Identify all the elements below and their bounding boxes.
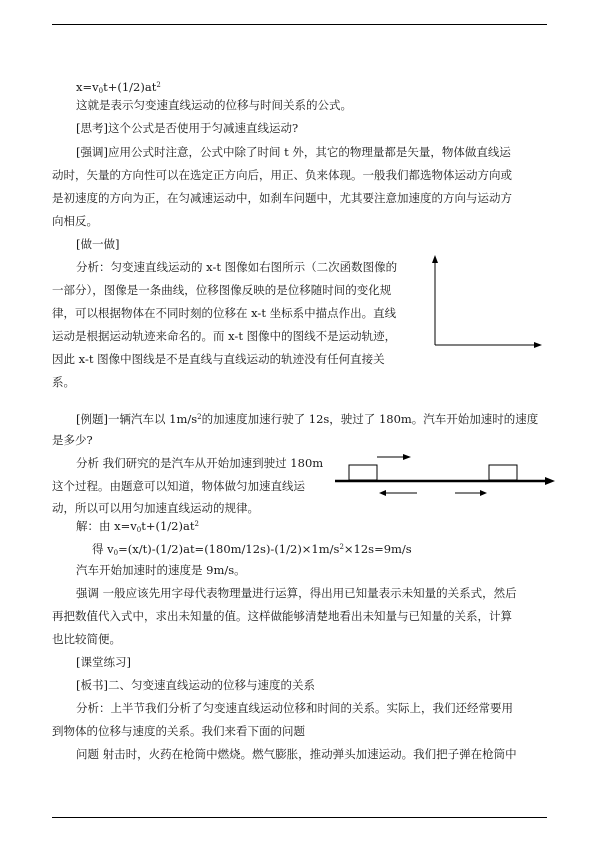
emphasis2-line: 也比较简便。: [52, 632, 121, 646]
example-line: [例题]一辆汽车以 $1m/s^2$的加速度加速行驶了 12s，驶过了 180m。汽车开始加速时的速度: [76, 412, 539, 426]
analysis2-line: 动，所以可以用匀加速直线运动的规律。: [52, 501, 259, 515]
header-rule: [52, 24, 547, 25]
car-end-box: [489, 465, 517, 480]
footer-rule: [52, 817, 547, 818]
analysis-line: 系。: [52, 375, 75, 389]
emphasis-line: 向相反。: [52, 214, 98, 228]
motion-arrow-head: [403, 454, 411, 460]
example-line: 是多少?: [52, 433, 93, 447]
car-start-box: [349, 465, 377, 480]
problem-line: 问题 射击时，火药在枪筒中燃烧。燃气膨胀，推动弹头加速运动。我们把子弹在枪筒中: [76, 747, 517, 761]
emphasis-line: [强调]应用公式时注意，公式中除了时间 t 外，其它的物理量都是矢量，物体做直线运: [76, 145, 511, 159]
xt-axes-figure: [425, 255, 545, 355]
solution-line: 解：由 $x=v_0t+(1/2)at^2$: [76, 519, 199, 534]
analysis2-line: 分析 我们研究的是汽车从开始加速到驶过 180m: [76, 456, 324, 470]
emphasis2-line: 再把数值代入式中，求出未知量的值。这样做能够清楚地看出未知量与已知量的关系，计算: [52, 609, 512, 623]
analysis-line: 分析：匀变速直线运动的 x-t 图像如右图所示（二次函数图像的: [76, 260, 398, 274]
emphasis-line: 动时，矢量的方向性可以在选定正方向后，用正、负来体现。一般我们都选物体运动方向或: [52, 168, 512, 182]
emphasis2-line: 强调 一般应该先用字母代表物理量进行运算，得出用已知量表示未知量的关系式，然后: [76, 586, 517, 600]
car-motion-diagram: [335, 450, 555, 510]
solution-line: 得 $v_0=(x/t)-(1/2)at=(180m/12s)-(1/2)\times 1m/s^2\times 12s=9m/s$: [92, 542, 412, 557]
formula-line: $x=v_0t+(1/2)at^2$: [76, 80, 161, 95]
analysis3-line: 分析：上半节我们分析了匀变速直线运动位移和时间的关系。实际上，我们还经常要用: [76, 701, 513, 715]
formula-description: 这就是表示匀变速直线运动的位移与时间关系的公式。: [76, 98, 352, 112]
distance-right-arrow: [480, 490, 487, 496]
analysis2-line: 这个过程。由题意可以知道，物体做匀加速直线运: [52, 479, 305, 493]
analysis-line: 因此 x-t 图像中图线是不是直线与直线运动的轨迹没有任何直接关: [52, 352, 385, 366]
analysis3-line: 到物体的位移与速度的关系。我们来看下面的问题: [52, 724, 305, 738]
board-heading: [板书]二、匀变速直线运动的位移与速度的关系: [76, 678, 315, 692]
road-arrow-head: [545, 477, 555, 485]
solution-line: 汽车开始加速时的速度是 9m/s。: [76, 563, 246, 577]
analysis-line: 一部分），图像是一条曲线，位移图像反映的是位移随时间的变化规: [52, 283, 392, 297]
horizontal-axis-arrow: [534, 342, 542, 348]
distance-left-arrow: [379, 490, 386, 496]
practice-heading: [课堂练习]: [76, 655, 131, 669]
analysis-line: 运动是根据运动轨迹来命名的。而 x-t 图像中的图线不是运动轨迹，: [52, 329, 397, 343]
analysis-line: 律，可以根据物体在不同时刻的位移在 x-t 坐标系中描点作出。直线: [52, 306, 397, 320]
think-question: [思考]这个公式是否使用于匀减速直线运动?: [76, 121, 299, 135]
do-it-heading: [做一做]: [76, 237, 120, 251]
vertical-axis-arrow: [432, 255, 438, 263]
emphasis-line: 是初速度的方向为正，在匀减速运动中，如刹车问题中，尤其要注意加速度的方向与运动方: [52, 191, 512, 205]
